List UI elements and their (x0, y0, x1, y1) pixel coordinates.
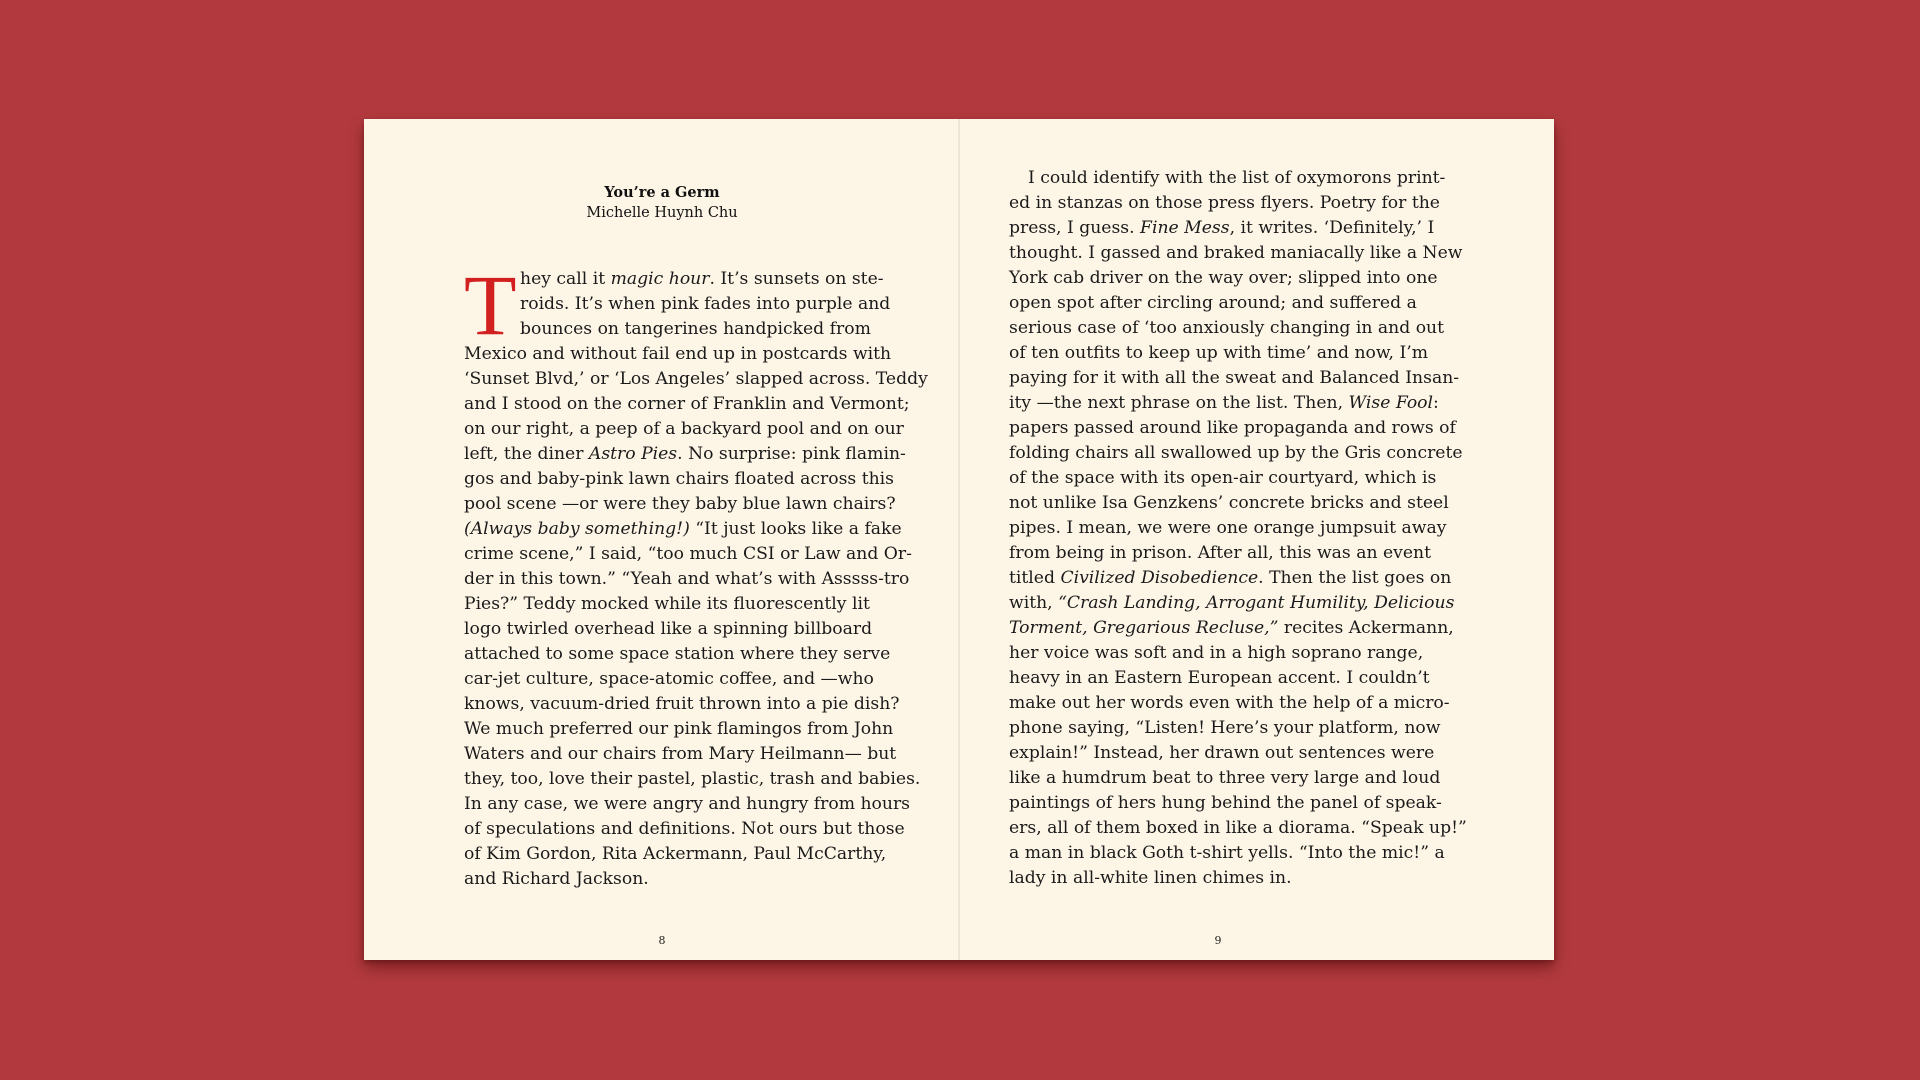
body-text-line: paying for it with all the sweat and Balanced Insan- (1009, 368, 1460, 388)
body-text-line: In any case, we were angry and hungry from hours (464, 794, 910, 814)
body-text-line: attached to some space station where they serve (464, 644, 891, 664)
body-text-line: phone saying, “Listen! Here’s your platform, now (1009, 718, 1441, 738)
page-number-left: 8 (658, 934, 666, 947)
body-text-line: like a humdrum beat to three very large and loud (1009, 768, 1441, 788)
body-text-line: folding chairs all swallowed up by the Gris concrete (1009, 443, 1463, 463)
body-text-line: press, I guess. Fine Mess, it writes. ‘Definitely,’ I (1009, 218, 1435, 238)
book-spread (364, 119, 1554, 960)
body-text-line: make out her words even with the help of a micro- (1009, 693, 1450, 713)
body-text-line: ity —the next phrase on the list. Then, Wise Fool: (1009, 393, 1439, 413)
body-text-line: pool scene —or were they baby blue lawn chairs? (464, 494, 896, 514)
body-text-line: ‘Sunset Blvd,’ or ‘Los Angeles’ slapped across. Teddy (464, 369, 928, 389)
body-text-line: explain!” Instead, her drawn out sentences were (1009, 743, 1435, 763)
body-text-line: of the space with its open-air courtyard, which is (1009, 468, 1437, 488)
body-text-line: ers, all of them boxed in like a diorama. “Speak up!” (1009, 818, 1467, 838)
body-text-line: ed in stanzas on those press flyers. Poetry for the (1009, 193, 1440, 213)
right-page (959, 119, 1554, 960)
body-text-line: of speculations and definitions. Not ours but those (464, 819, 905, 839)
left-page (364, 119, 959, 960)
body-text-line: her voice was soft and in a high soprano range, (1009, 643, 1424, 663)
body-text-line: and I stood on the corner of Franklin and Vermont; (464, 394, 910, 414)
page-number-right: 9 (1214, 934, 1222, 947)
body-text-line: open spot after circling around; and suffered a (1009, 293, 1417, 313)
body-text-line: of ten outfits to keep up with time’ and now, I’m (1009, 343, 1429, 363)
essay-title: You’re a Germ (604, 184, 720, 201)
body-text-line: from being in prison. After all, this was an event (1009, 543, 1432, 563)
body-text-line: paintings of hers hung behind the panel of speak- (1009, 793, 1442, 813)
body-text-line: der in this town.” “Yeah and what’s with Asssss-tro (464, 569, 910, 589)
body-text-line: car-jet culture, space-atomic coffee, and —who (464, 669, 874, 689)
body-text-line: a man in black Goth t-shirt yells. “Into the mic!” a (1009, 843, 1445, 863)
body-text-line: not unlike Isa Genzkens’ concrete bricks and steel (1009, 493, 1449, 513)
body-text-line: York cab driver on the way over; slipped into one (1009, 268, 1438, 288)
body-text-line: of Kim Gordon, Rita Ackermann, Paul McCarthy, (464, 844, 887, 864)
body-text-line: Torment, Gregarious Recluse,” recites Ackermann, (1009, 618, 1454, 638)
body-text-line: crime scene,” I said, “too much CSI or Law and Or- (464, 544, 912, 564)
title-block (464, 182, 860, 224)
body-text-line: papers passed around like propaganda and rows of (1009, 418, 1456, 438)
right-body-text (1009, 166, 1467, 891)
body-text-line: they, too, love their pastel, plastic, trash and babies. (464, 769, 921, 789)
drop-cap: T (464, 257, 517, 353)
body-text-line: (Always baby something!) “It just looks like a fake (464, 519, 902, 539)
body-text-line: Mexico and without fail end up in postcards with (464, 344, 892, 364)
body-text-line: with, “Crash Landing, Arrogant Humility, Delicious (1009, 593, 1455, 613)
body-text-line: gos and baby-pink lawn chairs floated across this (464, 469, 894, 489)
body-text-line: heavy in an Eastern European accent. I couldn’t (1009, 668, 1430, 688)
body-text-line: knows, vacuum-dried fruit thrown into a pie dish? (464, 694, 900, 714)
essay-author: Michelle Huynh Chu (586, 205, 738, 221)
left-body-text (464, 257, 928, 892)
body-text-line: We much preferred our pink flamingos from John (464, 719, 894, 739)
body-text-line: on our right, a peep of a backyard pool and on our (464, 419, 904, 439)
body-text-line: pipes. I mean, we were one orange jumpsuit away (1009, 518, 1447, 538)
body-text-line: bounces on tangerines handpicked from (520, 319, 871, 339)
body-text-line: I could identify with the list of oxymorons print- (1028, 168, 1446, 188)
body-text-line: titled Civilized Disobedience. Then the list goes on (1009, 568, 1452, 588)
body-text-line: serious case of ‘too anxiously changing in and out (1009, 318, 1445, 338)
body-text-line: Pies?” Teddy mocked while its fluorescently lit (464, 594, 870, 614)
body-text-line: logo twirled overhead like a spinning billboard (464, 619, 873, 639)
body-text-line: Waters and our chairs from Mary Heilmann— but (464, 744, 897, 764)
body-text-line: left, the diner Astro Pies. No surprise: pink flamin- (464, 444, 906, 464)
body-text-line: hey call it magic hour. It’s sunsets on ste- (520, 269, 884, 289)
body-text-line: roids. It’s when pink fades into purple and (520, 294, 891, 314)
body-text-line: and Richard Jackson. (464, 869, 649, 889)
body-text-line: lady in all-white linen chimes in. (1009, 868, 1292, 888)
body-text-line: thought. I gassed and braked maniacally like a New (1009, 243, 1463, 263)
